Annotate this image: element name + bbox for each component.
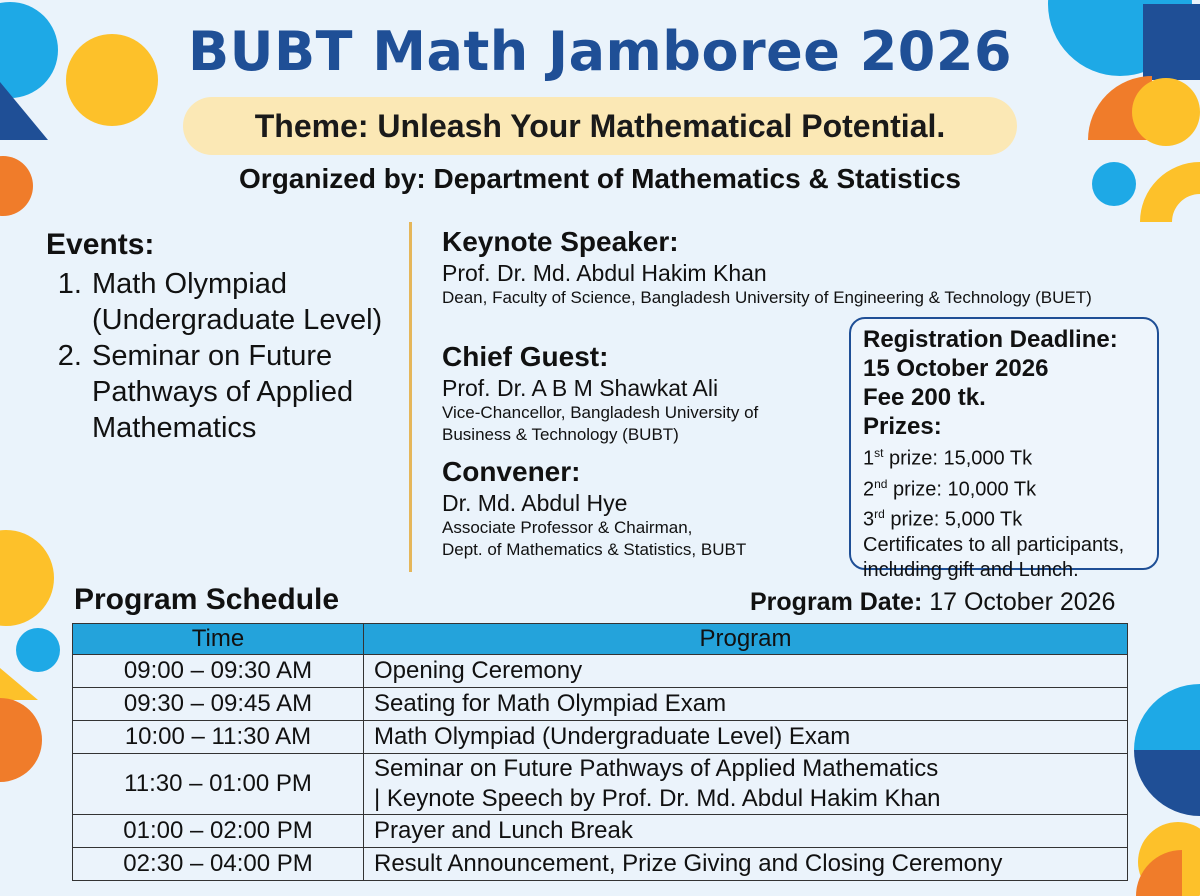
time-cell: 09:30 – 09:45 AM <box>73 688 364 721</box>
chief-guest-designation-line1: Vice-Chancellor, Bangladesh University of <box>442 403 759 422</box>
organizer-line: Organized by: Department of Mathematics & Statistics <box>239 163 961 194</box>
convener-name: Dr. Md. Abdul Hye <box>442 490 628 516</box>
deadline-label: Registration Deadline: <box>863 326 1118 353</box>
time-cell: 09:00 – 09:30 AM <box>73 655 364 688</box>
prizes-label: Prizes: <box>863 413 942 440</box>
events-section <box>46 228 406 446</box>
prize-text: prize: 15,000 Tk <box>883 447 1033 470</box>
program-line: Seminar on Future Pathways of Applied Mathematics <box>374 755 939 782</box>
keynote-block <box>442 226 1200 309</box>
keynote-name: Prof. Dr. Md. Abdul Hakim Khan <box>442 260 767 286</box>
events-heading: Events: <box>46 228 155 261</box>
certificates-line2: including gift and Lunch. <box>863 558 1079 581</box>
registration-box <box>849 317 1159 581</box>
certificates-line1: Certificates to all participants, <box>863 533 1125 556</box>
prize-rank-suffix: st <box>874 446 884 460</box>
keynote-designation: Dean, Faculty of Science, Bangladesh University of Engineering & Technology (BUET) <box>442 288 1092 307</box>
prize-line <box>863 441 1145 472</box>
chief-guest-designation-line2: Business & Technology (BUBT) <box>442 425 679 444</box>
program-cell: Result Announcement, Prize Giving and Closing Ceremony <box>364 848 1128 881</box>
theme-banner: Theme: Unleash Your Mathematical Potential. <box>183 97 1017 155</box>
bottom-right-shapes <box>1134 684 1200 896</box>
time-cell: 10:00 – 11:30 AM <box>73 721 364 754</box>
program-cell <box>364 754 1128 815</box>
table-header-row <box>73 624 1128 655</box>
program-line: | Keynote Speech by Prof. Dr. Md. Abdul Hakim Khan <box>374 785 941 812</box>
program-date <box>750 588 1115 617</box>
prize-text: prize: 5,000 Tk <box>884 508 1023 531</box>
deadline-date: 15 October 2026 <box>863 355 1049 382</box>
keynote-heading: Keynote Speaker: <box>442 226 679 257</box>
prize-rank: 3 <box>863 508 875 531</box>
chief-guest-name: Prof. Dr. A B M Shawkat Ali <box>442 375 719 401</box>
table-row <box>73 754 1128 815</box>
prize-line <box>863 472 1145 503</box>
table-row <box>73 721 1128 754</box>
table-row <box>73 815 1128 848</box>
chief-guest-heading: Chief Guest: <box>442 341 609 372</box>
schedule-table <box>72 623 1128 881</box>
events-list <box>46 266 406 446</box>
schedule-title: Program Schedule <box>74 583 340 616</box>
prize-rank-suffix: nd <box>874 476 888 491</box>
program-cell: Seating for Math Olympiad Exam <box>364 688 1128 721</box>
table-row <box>73 848 1128 881</box>
table-row <box>73 655 1128 688</box>
convener-designation-line2: Dept. of Mathematics & Statistics, BUBT <box>442 540 747 559</box>
convener-heading: Convener: <box>442 456 581 487</box>
program-cell: Opening Ceremony <box>364 655 1128 688</box>
table-row <box>73 688 1128 721</box>
prize-rank-suffix: rd <box>874 507 885 522</box>
column-header-time: Time <box>73 624 364 655</box>
registration-fee: Fee 200 tk. <box>863 384 986 411</box>
convener-designation-line1: Associate Professor & Chairman, <box>442 518 693 537</box>
event-title: BUBT Math Jamboree 2026 <box>187 20 1013 83</box>
time-cell: 02:30 – 04:00 PM <box>73 848 364 881</box>
program-cell: Math Olympiad (Undergraduate Level) Exam <box>364 721 1128 754</box>
section-divider <box>409 222 412 572</box>
program-date-value: 17 October 2026 <box>929 588 1116 616</box>
event-item: 2. Seminar on Future Pathways of Applied Mathematics <box>90 338 406 446</box>
event-item: 1. Math Olympiad (Undergraduate Level) <box>90 266 406 338</box>
program-date-label: Program Date: <box>750 588 923 616</box>
prize-rank: 2 <box>863 478 875 501</box>
time-cell: 01:00 – 02:00 PM <box>73 815 364 848</box>
program-cell: Prayer and Lunch Break <box>364 815 1128 848</box>
column-header-program: Program <box>364 624 1128 655</box>
prize-line <box>863 502 1145 533</box>
prize-text: prize: 10,000 Tk <box>887 478 1037 501</box>
time-cell: 11:30 – 01:00 PM <box>73 754 364 815</box>
left-bottom-shapes <box>0 530 60 782</box>
prize-rank: 1 <box>863 447 875 470</box>
